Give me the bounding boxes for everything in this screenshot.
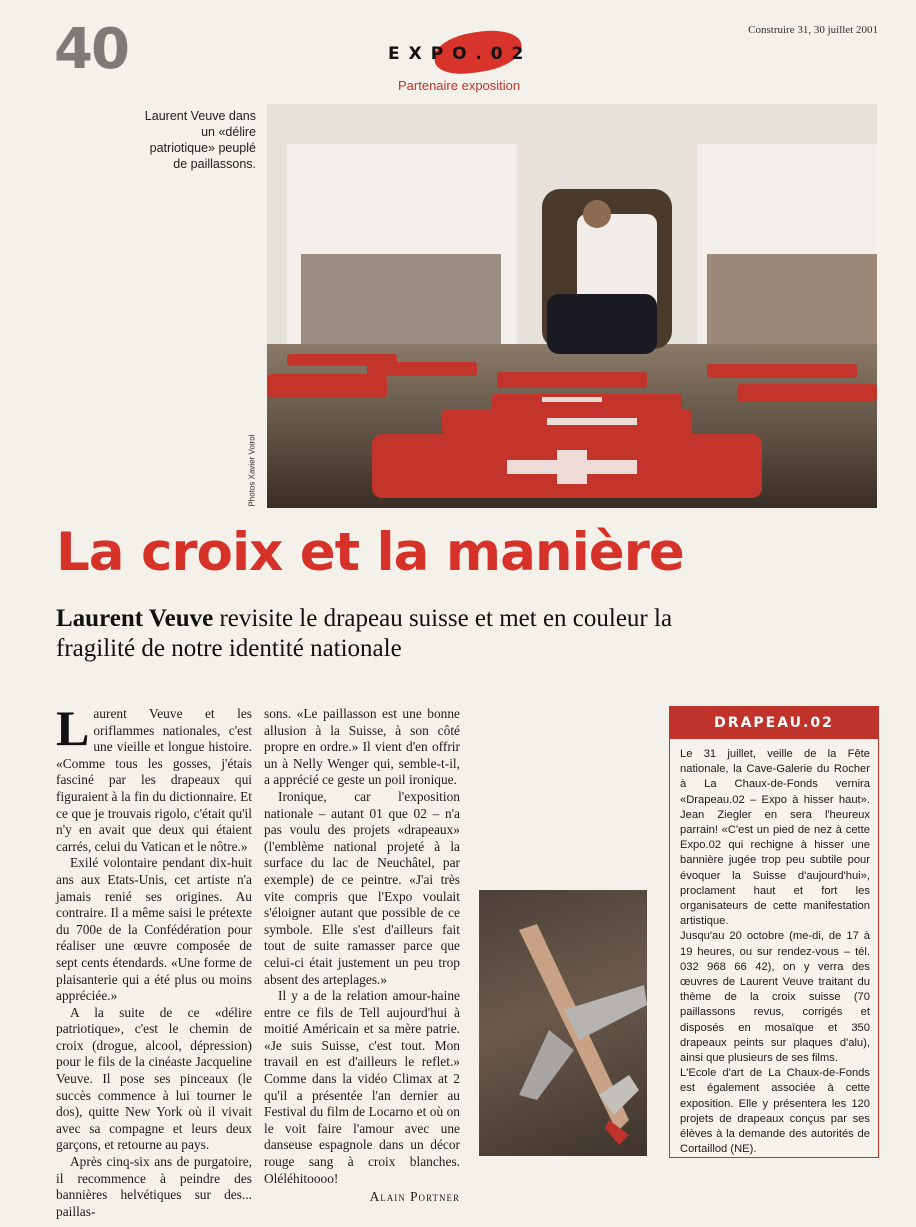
article-paragraph: Exilé volontaire pendant dix-huit ans aux Etats-Unis, cet artiste n'a jamais renié ses origines. Au contraire. Il a même saisi le prétexte du 700e de la Confédération pour réaliser une œuvre composée de sept cents étendards. «Une forme de plaisanterie qui a été plus ou moins appréciée.» [56,855,252,1004]
sidebar-box [669,706,879,1158]
sidebar-title: DRAPEAU.02 [670,707,878,739]
subhead-text: revisite le drapeau suisse et met en couleur la fragilité de notre identité nationale [56,605,673,662]
sidebar-paragraph: Le 31 juillet, veille de la Fête nationale, la Cave-Galerie du Rocher à La Chaux-de-Fonds vernira «Drapeau.02 – Expo à hisser haut». Jean Ziegler en sera l'heureux parrain! «C'est un pied de nez à cette Expo.02 qui rechigne à hisser une bannière jugée trop peu subtile pour évoquer la Suisse d'aujourd'hui», proclament haut et fort les organisateurs de cette manifestation artistique. [680,748,870,928]
subheadline [56,604,696,664]
article-paragraph: sons. «Le paillasson est une bonne allusion à la Suisse, à son côté propre en ordre.» Il vient d'en offrir un à Nelly Wenger qui, semble-t-il, a apprécié ce geste un poil ironique. [264,706,460,788]
logo-text: EXPO.02 [388,44,533,64]
main-photo-illustration [267,104,877,508]
sidebar-paragraph: Jusqu'au 20 octobre (me-di, de 17 à 19 heures, ou sur rendez-vous – tél. 032 968 66 42), on y verra des œuvres de Laurent Veuve traitant du thème de la croix suisse (70 paillassons revus, corrigés et disposés en mosaïque et 350 drapeaux peints sur plaques d'alu), ainsi que plusieurs de ses films. [680,930,870,1065]
article-column-2 [264,706,460,1206]
headline: La croix et la manière [56,522,684,583]
photo-credit-text: Photos Xavier Voirol [247,434,257,507]
article-paragraph: Après cinq-six ans de purgatoire, il recommence à peindre des bannières helvétiques sur des... paillas- [56,1154,252,1219]
sidebar-body [670,739,878,1157]
expo02-logo [388,32,548,72]
page-number: 40 [54,17,128,82]
photo-caption: Laurent Veuve dans un «délire patriotique» peuplé de paillassons. [144,109,256,171]
dropcap: L [56,700,90,756]
photo-credit [247,430,268,520]
article-paragraph: Il y a de la relation amour-haine entre ce fils de Tell aujourd'hui à moitié Américain et sa mère patrie. «Je suis Suisse, c'est tout. Mon travail en est d'ailleurs le reflet.» Comme dans la vidéo Climax at 2 qu'il a présentée l'an dernier au Festival du film de Locarno et où on le voit faire l'amour avec une danseuse espagnole dans un décor rouge sang à croix blanches. Oléléhitoooo! [264,988,460,1186]
paragraph-text: aurent Veuve et les oriflammes nationales, c'est une vieille et longue histoire. «Comme tous les gosses, j'étais fasciné par les drapeaux qui figuraient à la fin du dictionnaire. Et ce que je trouvais rigolo, c'était qu'il n'y en avait que deux qui étaient carrés, celui du Vatican et le nôtre.» [56,706,252,854]
author-byline: Alain Portner [369,1189,460,1205]
article-paragraph: A la suite de ce «délire patriotique», c'est le chemin de croix (drogue, alcool, dépression) pour le fils de la cinéaste Jacqueline Veuve. Il pose ses pinceaux (le succès commence à lui tourner le dos), quitte New York où il vivait avec sa compagne et leurs deux garçons, et retourne au pays. [56,1004,252,1153]
partner-label: Partenaire exposition [398,78,521,93]
plane-photo-illustration [479,890,647,1156]
sidebar-paragraph: L'Ecole d'art de La Chaux-de-Fonds est également associée à cette exposition. Elle y présentera les 120 projets de drapeaux conçus par ses élèves à la demande des autorités de Cortaillod (NE). [680,1067,870,1156]
issue-info: Construire 31, 30 juillet 2001 [748,24,878,36]
main-photo [267,104,877,508]
plane-photo [479,890,647,1156]
article-paragraph: Ironique, car l'exposition nationale – autant 01 que 02 – n'a pas voulu des projets «drapeaux» (l'emblème national projeté à la surface du lac de Neuchâtel, par exemple) de ce peintre. «J'ai très vite compris que l'Expo voulait s'éloigner autant que possible de ce symbole. Elle s'est d'ailleurs fait tout de suite ramasser parce que celui-ci était justement un peu trop absent des arteplages.» [264,788,460,987]
subhead-name: Laurent Veuve [56,605,214,632]
article-paragraph [56,700,252,855]
article-column-1 [56,700,252,1220]
